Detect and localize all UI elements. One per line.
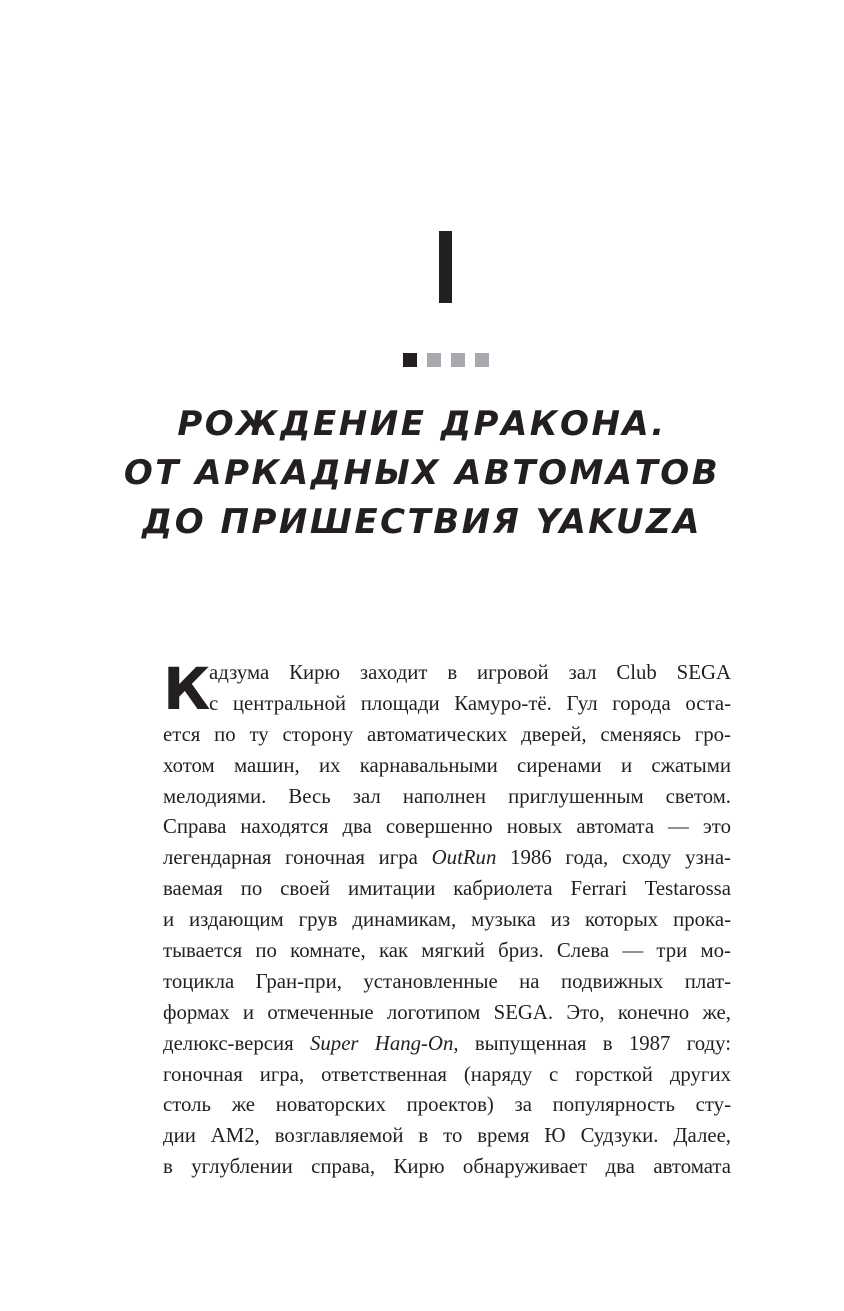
game-title: Super Hang-On — [310, 1031, 454, 1055]
body-line: и издающим грув динамикам, музыка из которых прока- — [163, 908, 731, 932]
body-line: мелодиями. Весь зал наполнен приглушенным светом. — [163, 784, 731, 808]
body-line: дии AM2, возглавляемой в то время Ю Судзуки. Далее, — [163, 1124, 731, 1148]
body-line: формах и отмеченные логотипом SEGA. Это, конечно же, — [163, 1000, 731, 1024]
drop-cap: К — [163, 655, 211, 723]
body-line: ется по ту сторону автоматических дверей, сменяясь гро- — [163, 722, 731, 746]
body-line: тывается по комнате, как мягкий бриз. Слева — три мо- — [163, 939, 731, 963]
chapter-ornament — [403, 353, 489, 367]
body-line: столь же новаторских проектов) за популярность сту- — [163, 1093, 731, 1117]
chapter-title-line: РОЖДЕНИЕ ДРАКОНА. — [177, 404, 667, 444]
game-title: OutRun — [431, 846, 497, 870]
body-line: делюкс-версия Super Hang-On, выпущенная в 1987 году: — [163, 1031, 731, 1055]
ornament-square — [403, 353, 417, 367]
body-line: адзума Кирю заходит в игровой зал Club SEGA — [209, 661, 731, 684]
body-line: Справа находятся два совершенно новых автомата — это — [163, 815, 731, 839]
ornament-square — [427, 353, 441, 367]
body-line: хотом машин, их карнавальными сиренами и сжатыми — [163, 753, 731, 777]
body-line: ваемая по своей имитации кабриолета Ferrari Testarossa — [163, 877, 731, 901]
body-line: легендарная гоночная игра OutRun 1986 года, сходу узна- — [163, 846, 731, 870]
body-line: с центральной площади Камуро-тё. Гул города оста- — [209, 691, 731, 715]
ornament-square — [475, 353, 489, 367]
body-line: в углублении справа, Кирю обнаруживает два автомата — [163, 1155, 731, 1179]
body-line: тоцикла Гран-при, установленные на подвижных плат- — [163, 969, 731, 993]
chapter-title-line: ДО ПРИШЕСТВИЯ YAKUZA — [142, 502, 702, 542]
chapter-title — [0, 400, 844, 547]
chapter-title-line: ОТ АРКАДНЫХ АВТОМАТОВ — [123, 453, 721, 493]
body-text — [163, 655, 731, 1183]
chapter-numeral — [439, 231, 452, 303]
ornament-square — [451, 353, 465, 367]
body-line: гоночная игра, ответственная (наряду с горсткой других — [163, 1062, 731, 1086]
